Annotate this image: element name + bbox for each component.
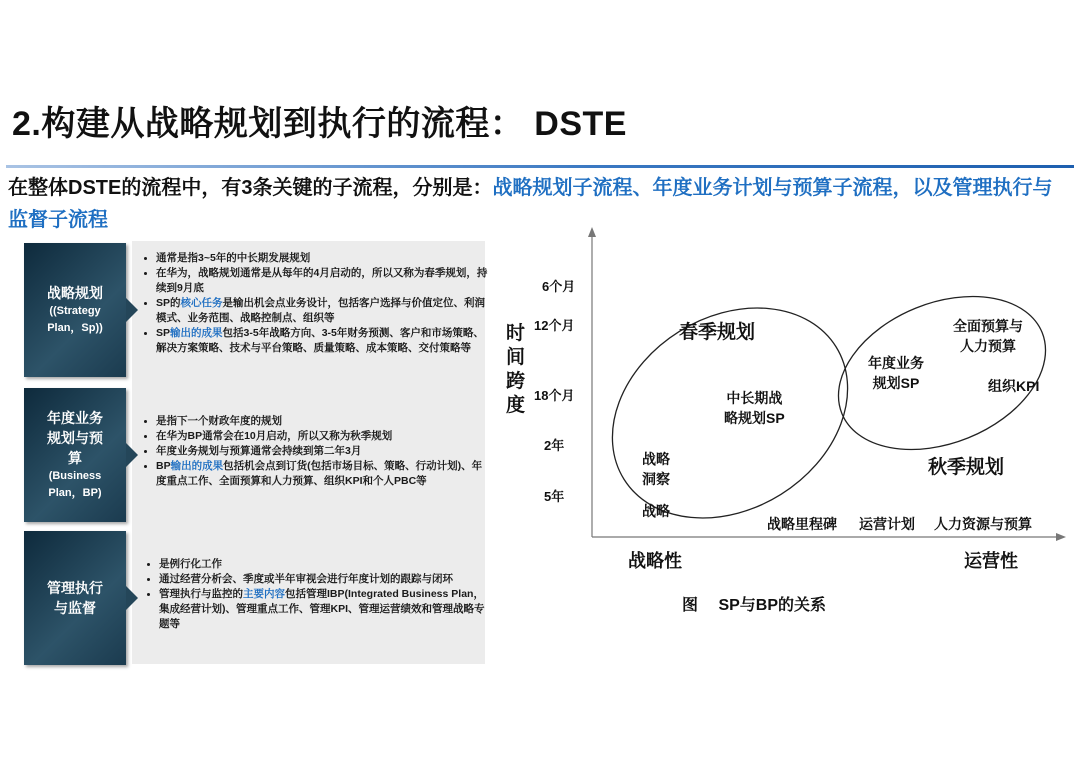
- text-line: 规划SP: [872, 375, 920, 391]
- list-item: • 在华为，战略规划通常是从每年的4月启动的，所以又称为春季规划，持续到9月底: [156, 266, 491, 296]
- list-item: • 是指下一个财政年度的规划: [156, 414, 491, 429]
- list-item: • 年度业务规划与预算通常会持续到第二年3月: [156, 444, 491, 459]
- bullet-highlight: 输出的成果: [170, 460, 224, 472]
- bullet-text: 包括管理IBP(Integrated Business Plan，集成经营计划)、管理重点工作、管理KPI、管理运营绩效和管理战略专题等: [159, 588, 485, 630]
- text-line: 中长期战: [726, 390, 783, 406]
- budget-item: [953, 316, 1023, 356]
- autumn-planning-ellipse: [816, 268, 1069, 479]
- strategy-item: 战略: [642, 503, 670, 519]
- text-line: 战略: [642, 451, 670, 467]
- text-line: 人力预算: [960, 338, 1016, 354]
- label-strategy-plan-main: 战略规划: [47, 285, 103, 301]
- bullet-text: BP: [156, 460, 171, 472]
- spring-planning-label: 春季规划: [679, 322, 756, 343]
- list-item: [156, 296, 491, 326]
- arrow-notch: [126, 298, 138, 322]
- arrow-notch: [126, 586, 138, 610]
- label-business-plan-main1: 年度业务: [47, 410, 103, 426]
- strategy-plan-bullets: [142, 251, 491, 356]
- label-business-plan-sub2: Plan，BP): [48, 487, 102, 499]
- intro-highlight: 战略规划子流程、年度业务计划与预算子流程，以及管理执行与监督子流程: [8, 177, 1053, 231]
- arrow-notch: [126, 443, 138, 467]
- x-axis-left-label: 战略性: [628, 551, 682, 571]
- bottom-item-milestone: 战略里程碑: [767, 516, 837, 532]
- list-item: [159, 587, 489, 632]
- text-line: 略规划SP: [724, 410, 785, 426]
- strategic-insight: [642, 449, 670, 489]
- list-item: [156, 459, 491, 489]
- org-kpi-item: 组织KPI: [988, 378, 1040, 394]
- label-execution-main2: 与监督: [54, 600, 96, 616]
- annual-business-sp: [868, 353, 924, 393]
- y-axis-label-char: 度: [506, 395, 526, 416]
- autumn-planning-label: 秋季规划: [928, 457, 1005, 478]
- bullet-text: 包括机会点到订货(包括市场目标、策略、行动计划)、年度重点工作、全面预算和人力预算、组织KPI和个人PBC等: [156, 460, 483, 487]
- bottom-item-hr-budget: 人力资源与预算: [934, 516, 1032, 532]
- text-line: 全面预算与: [953, 318, 1023, 334]
- label-business-plan: [24, 388, 126, 522]
- list-item: • 在华为BP通常会在10月启动，所以又称为秋季规划: [156, 429, 491, 444]
- label-business-plan-main3: 算: [68, 450, 82, 466]
- label-strategy-plan-sub1: ((Strategy: [49, 305, 101, 317]
- bullet-highlight: 输出的成果: [170, 327, 223, 339]
- bullet-highlight: 主要内容: [243, 588, 285, 600]
- list-item: • 通常是指3~5年的中长期发展规划: [156, 251, 491, 266]
- bullet-highlight: 核心任务: [180, 297, 223, 309]
- text-line: 洞察: [642, 471, 670, 487]
- x-axis-right-label: 运营性: [964, 551, 1018, 571]
- bullet-text: 包括3-5年战略方向、3-5年财务预测、客户和市场策略、解决方案策略、技术与平台策略、质量策略、成本策略、交付策略等: [156, 327, 484, 354]
- execution-bullets: [145, 557, 489, 632]
- title-divider: [6, 165, 1074, 168]
- bottom-item-operation-plan: 运营计划: [859, 516, 915, 532]
- page-title: 2.构建从战略规划到执行的流程： DSTE: [12, 105, 627, 143]
- label-strategy-plan-sub2: Plan，Sp)): [47, 322, 103, 334]
- label-business-plan-main2: 规划与预: [47, 430, 103, 446]
- label-execution-main1: 管理执行: [47, 580, 103, 596]
- mid-long-term-sp: [724, 388, 785, 428]
- y-axis-label-char: 间: [506, 347, 526, 368]
- figure-caption: 图 SP与BP的关系: [682, 597, 827, 614]
- y-tick-label: 2年: [544, 438, 565, 453]
- bullet-text: 是输出机会点业务设计，包括客户选择与价值定位、利润模式、业务范围、战略控制点、组织等: [156, 297, 486, 324]
- label-execution-supervision: [24, 531, 126, 665]
- y-axis-label-char: 时: [506, 323, 526, 344]
- label-strategy-plan: [24, 243, 126, 377]
- y-tick-label: 12个月: [534, 318, 575, 333]
- list-item: • 是例行化工作: [159, 557, 489, 572]
- x-axis-arrow: [1056, 533, 1066, 541]
- list-item: • 通过经营分析会、季度或半年审视会进行年度计划的跟踪与闭环: [159, 572, 489, 587]
- y-tick-label: 6个月: [542, 279, 576, 294]
- y-axis-label-char: 跨: [506, 371, 526, 392]
- bullet-text: SP的: [156, 297, 181, 309]
- bullet-text: 管理执行与监控的: [159, 588, 243, 600]
- y-axis-arrow: [588, 227, 596, 237]
- list-item: [156, 326, 491, 356]
- text-line: 年度业务: [868, 355, 924, 371]
- label-business-plan-sub1: (Business: [48, 470, 102, 482]
- bullet-text: SP: [156, 327, 171, 339]
- y-tick-label: 5年: [544, 489, 565, 504]
- intro-part1: 在整体DSTE的流程中，有3条关键的子流程，分别是：: [8, 177, 493, 199]
- business-plan-bullets: [142, 414, 491, 489]
- y-tick-label: 18个月: [534, 388, 575, 403]
